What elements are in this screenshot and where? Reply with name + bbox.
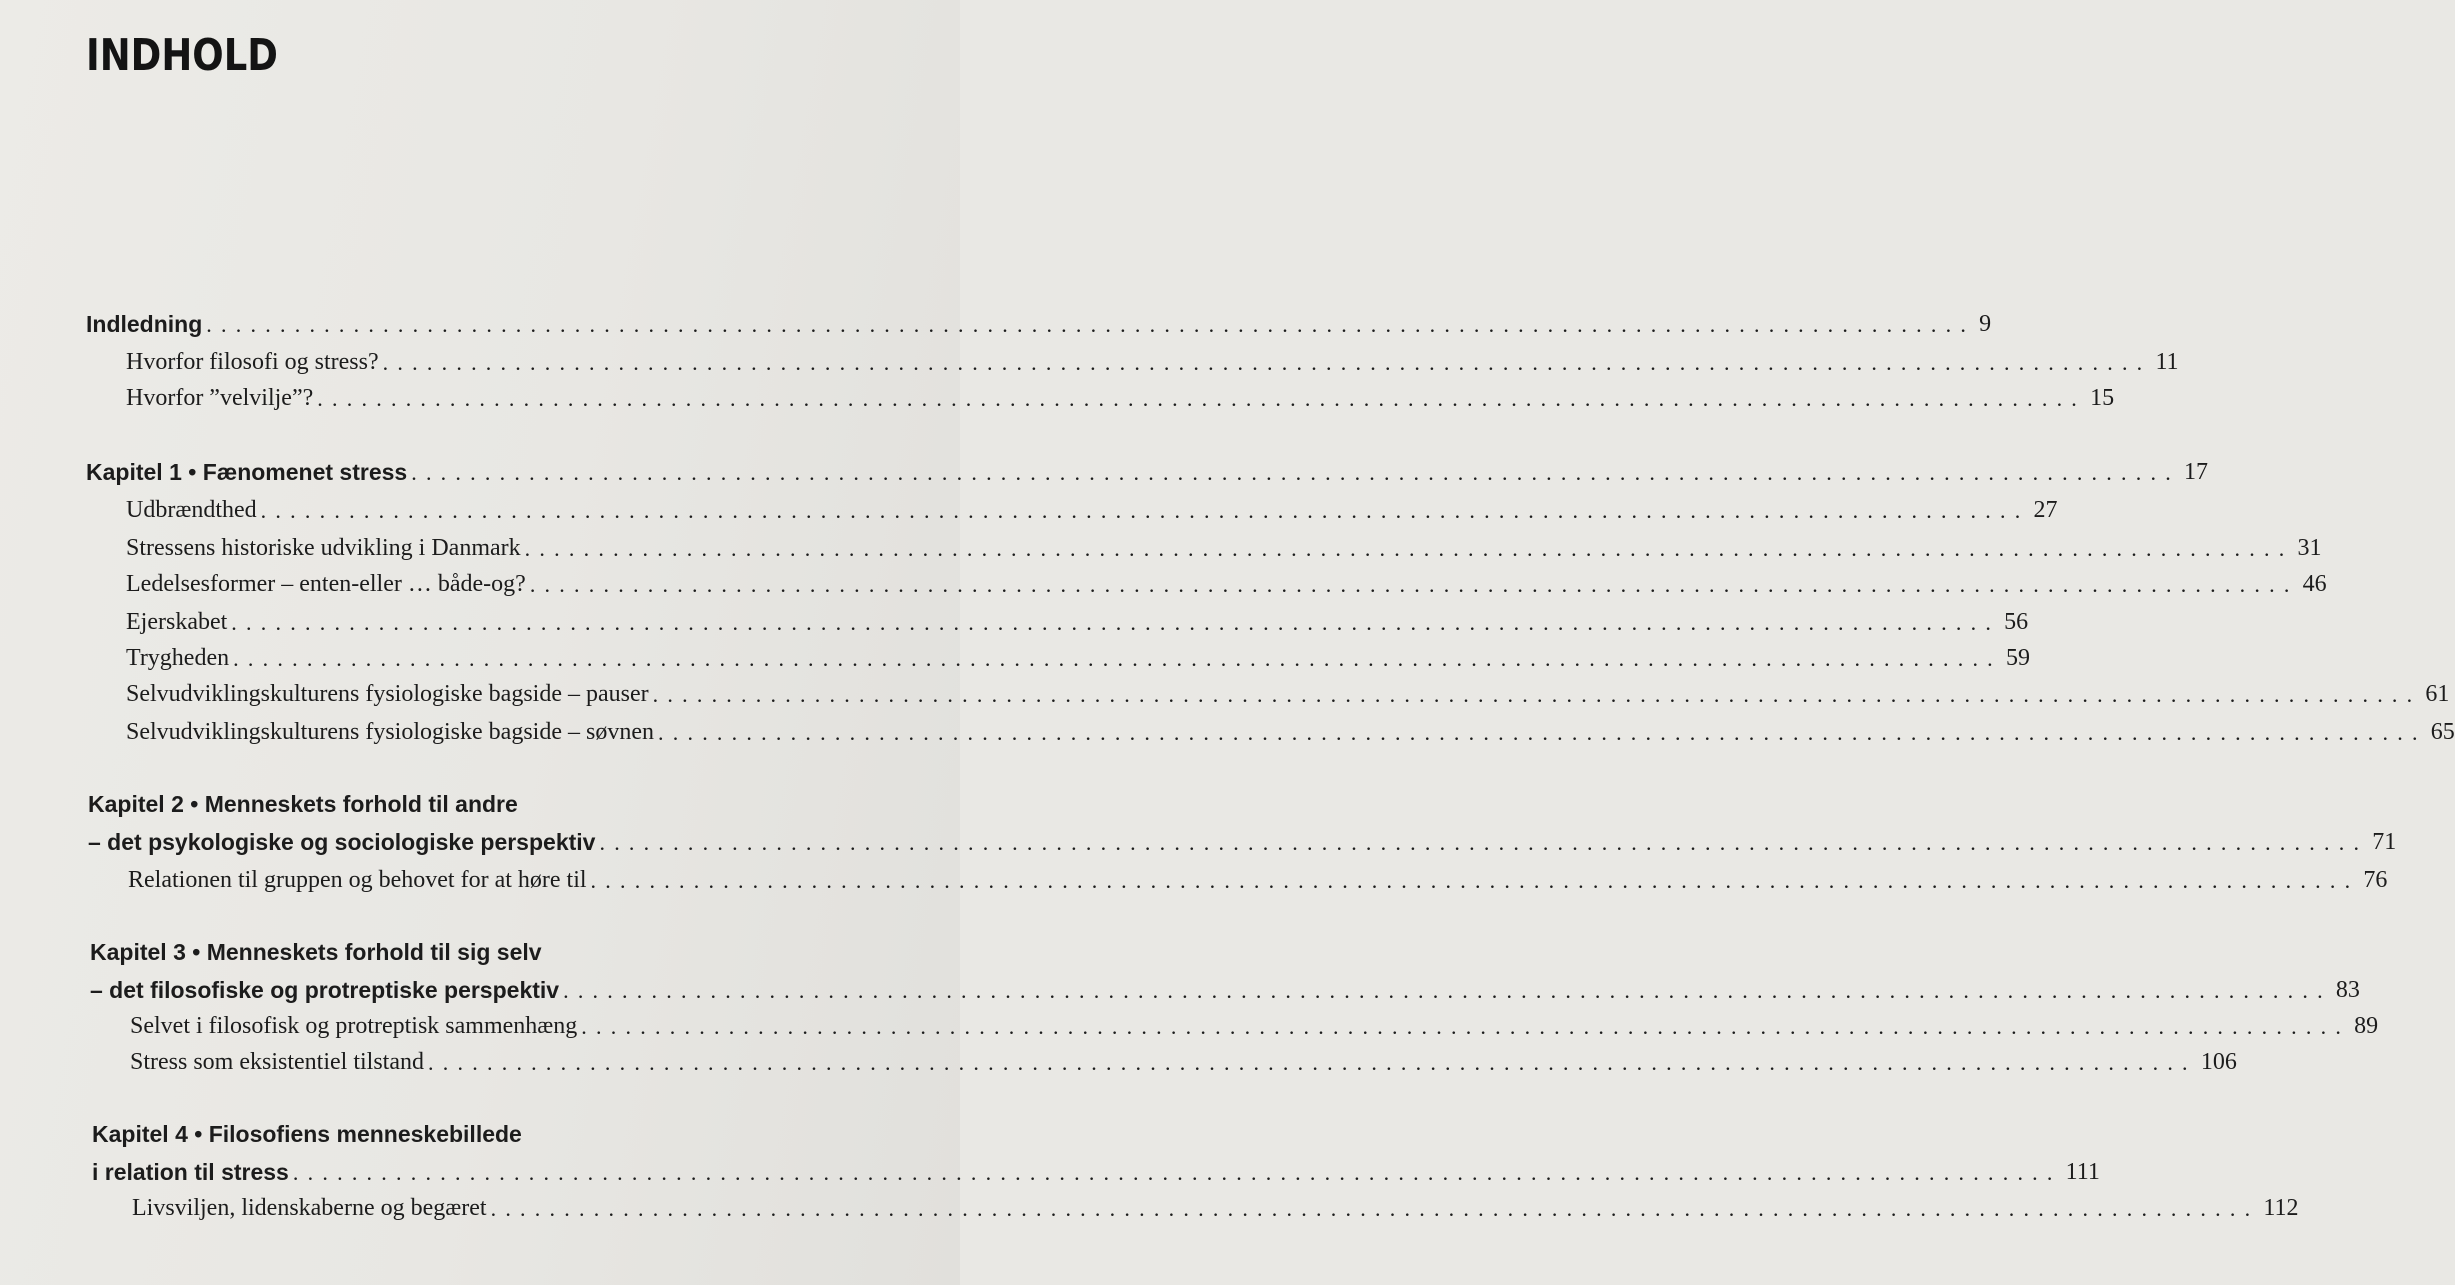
toc-entry-page: 11	[2155, 349, 2179, 375]
toc-entry	[88, 822, 2397, 856]
toc-entry	[130, 1042, 2237, 1076]
dot-leader: ........................................................................................................................	[231, 610, 2001, 635]
toc-entry-label: Kapitel 4 • Filosofiens menneskebillede	[92, 1121, 522, 1147]
dot-leader: ........................................................................................................................	[206, 312, 1976, 337]
toc-entry	[132, 1188, 2299, 1222]
toc-entry	[126, 638, 2030, 672]
toc-entry	[88, 784, 874, 818]
toc-entry-page: 9	[1979, 311, 1992, 337]
toc-entry-page: 71	[2372, 829, 2397, 855]
toc-entry-page: 83	[2335, 977, 2360, 1003]
toc-entry-page: 89	[2354, 1013, 2379, 1039]
toc-entry-label: – det filosofiske og protreptiske perspektiv	[90, 977, 560, 1003]
toc-entry-page: 111	[2065, 1159, 2100, 1185]
toc-entry-label: Kapitel 1 • Fænomenet stress	[86, 459, 408, 485]
toc-entry	[92, 1152, 2100, 1186]
toc-entry-label: Livsviljen, lidenskaberne og begæret	[132, 1195, 487, 1221]
toc-entry-page: 46	[2302, 571, 2327, 597]
toc-entry	[126, 602, 2029, 636]
dot-leader: ........................................................................................................................	[382, 350, 2152, 375]
toc-entry-page: 31	[2297, 535, 2322, 561]
toc-entry-page: 65	[2430, 719, 2455, 745]
dot-leader: ........................................................................................................................	[599, 830, 2369, 855]
toc-entry	[126, 528, 2322, 562]
dot-leader: ........................................................................................................................	[317, 386, 2087, 411]
toc-entry-label: Relationen til gruppen og behovet for at høre til	[128, 867, 587, 893]
toc-entry	[126, 564, 2327, 598]
toc-entry-page: 61	[2425, 681, 2450, 707]
toc-entry-label: i relation til stress	[92, 1159, 289, 1185]
toc-entry-label: Stress som eksistentiel tilstand	[130, 1049, 424, 1075]
toc-entry	[126, 378, 2115, 412]
toc-entry-label: Selvudviklingskulturens fysiologiske bagside – søvnen	[126, 719, 654, 745]
toc-entry-label: Kapitel 3 • Menneskets forhold til sig selv	[90, 939, 542, 965]
toc-entry	[92, 1114, 874, 1148]
dot-leader: ........................................................................................................................	[590, 868, 2360, 893]
toc-entry-label: Ejerskabet	[126, 609, 228, 635]
toc-entry-label: Kapitel 2 • Menneskets forhold til andre	[88, 791, 518, 817]
dot-leader: ........................................................................................................................	[524, 536, 2294, 561]
toc-entry-label: Trygheden	[126, 645, 230, 671]
toc-entry	[126, 712, 2455, 746]
dot-leader: ........................................................................................................................	[529, 572, 2299, 597]
toc-entry	[126, 342, 2179, 376]
toc-entry-label: Hvorfor filosofi og stress?	[126, 349, 379, 375]
dot-leader: ........................................................................................................................	[260, 498, 2030, 523]
toc-entry-page: 27	[2033, 497, 2058, 523]
dot-leader: ........................................................................................................................	[292, 1160, 2062, 1185]
toc-entry	[126, 674, 2450, 708]
dot-leader: ........................................................................................................................	[233, 646, 2002, 671]
toc-entry	[86, 452, 2209, 486]
toc-entry-page: 15	[2090, 385, 2115, 411]
dot-leader: ........................................................................................................................	[563, 978, 2332, 1003]
toc-entry-page: 59	[2005, 645, 2030, 671]
toc-entry-label: Selvet i filosofisk og protreptisk sammenhæng	[130, 1013, 578, 1039]
toc-entry-page: 76	[2363, 867, 2388, 893]
toc-entry-page: 17	[2184, 459, 2209, 485]
toc-entry-label: Stressens historiske udvikling i Danmark	[126, 535, 521, 561]
toc-entry	[130, 1006, 2379, 1040]
toc-entry-label: Ledelsesformer – enten-eller … både-og?	[126, 571, 526, 597]
toc-entry-label: Indledning	[86, 311, 203, 337]
toc-entry-page: 112	[2263, 1195, 2299, 1221]
toc-entry-label: – det psykologiske og sociologiske perspektiv	[88, 829, 596, 855]
dot-leader: ........................................................................................................................	[657, 720, 2427, 745]
toc-entry-page: 56	[2004, 609, 2029, 635]
dot-leader: ........................................................................................................................	[490, 1196, 2260, 1221]
toc-entry	[86, 304, 1992, 338]
toc-entry	[90, 932, 874, 966]
dot-leader: ........................................................................................................................	[652, 682, 2422, 707]
dot-leader: ........................................................................................................................	[581, 1014, 2351, 1039]
toc-title: INDHOLD	[86, 30, 278, 81]
dot-leader: ........................................................................................................................	[428, 1050, 2197, 1075]
toc-entry-label: Selvudviklingskulturens fysiologiske bagside – pauser	[126, 681, 649, 707]
toc-entry	[128, 860, 2388, 894]
toc-entry-label: Hvorfor ”velvilje”?	[126, 385, 314, 411]
toc-entry-label: Udbrændthed	[126, 497, 257, 523]
toc-entry-page: 106	[2200, 1049, 2237, 1075]
toc-entry	[126, 490, 2058, 524]
toc-entry	[90, 970, 2360, 1004]
dot-leader: ........................................................................................................................	[411, 460, 2181, 485]
